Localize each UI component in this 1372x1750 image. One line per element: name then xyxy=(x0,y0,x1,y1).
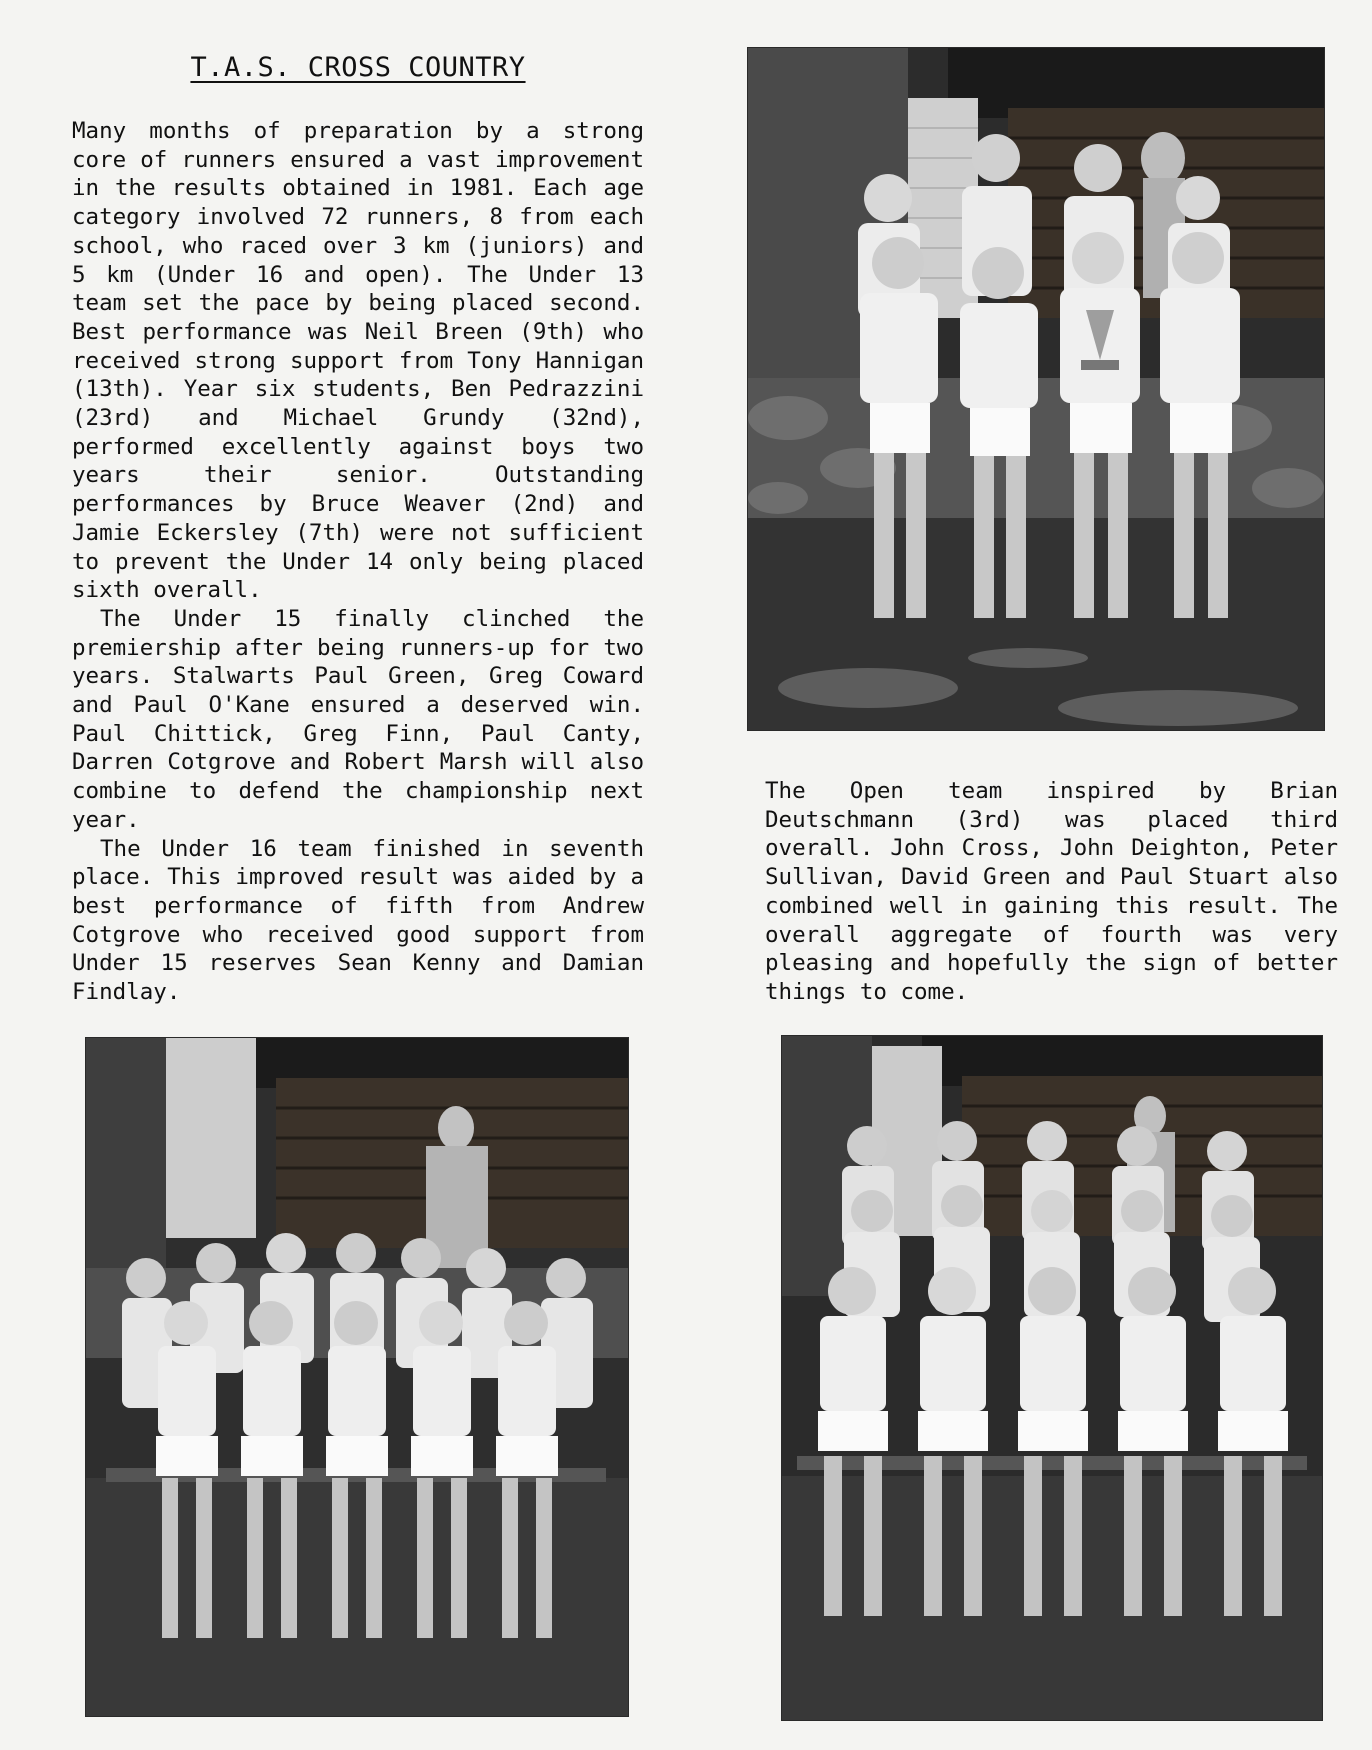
article-column-right xyxy=(765,777,1338,1007)
team-photo-under-16 xyxy=(782,1036,1322,1720)
paragraph: The Open team inspired by Brian Deutschmann (3rd) was placed third overall. John Cross, John Deighton, Peter Sullivan, David Green and Paul Stuart also combined well in gaining this result. The overall aggregate of fourth was very pleasing and hopefully the sign of better things to come. xyxy=(765,778,1338,1005)
article-column-left xyxy=(72,117,644,1007)
paragraph: The Under 15 finally clinched the premiership after being runners-up for two years. Stalwarts Paul Green, Greg Coward and Paul O'Kane ensured a deserved win. Paul Chittick, Greg Finn, Paul Canty, Darren Cotgrove and Robert Marsh will also combine to defend the championship next year. xyxy=(72,605,644,833)
team-photo-under-15 xyxy=(86,1038,628,1716)
team-photo-open xyxy=(748,48,1324,730)
paragraph: Many months of preparation by a strong core of runners ensured a vast improvement in the results obtained in 1981. Each age category involved 72 runners, 8 from each school, who raced over 3 km (juniors) and 5 km (Under 16 and open). The Under 13 team set the pace by being placed second. Best performance was Neil Breen (9th) who received strong support from Tony Hannigan (13th). Year six students, Ben Pedrazzini (23rd) and Michael Grundy (32nd), performed excellently against boys two years their senior. Outstanding performances by Bruce Weaver (2nd) and Jamie Eckersley (7th) were not sufficient to prevent the Under 14 only being placed sixth overall. xyxy=(72,118,644,604)
paragraph: The Under 16 team finished in seventh place. This improved result was aided by a best performance of fifth from Andrew Cotgrove who received good support from Under 15 reserves Sean Kenny and Damian Findlay. xyxy=(72,835,644,1006)
article-title: T.A.S. CROSS COUNTRY xyxy=(190,52,526,83)
